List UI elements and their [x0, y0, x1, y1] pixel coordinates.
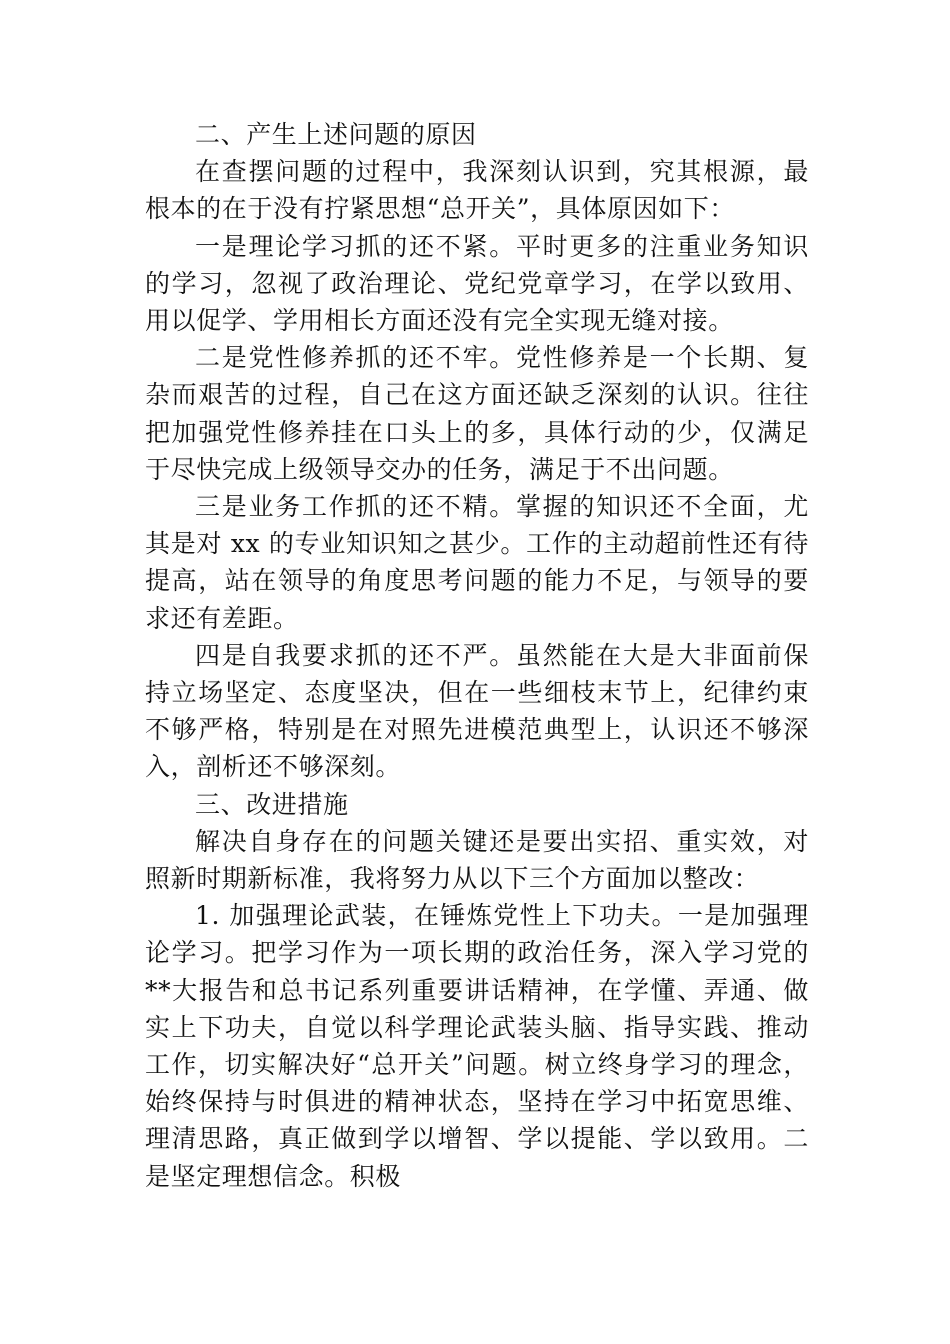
- paragraph-self-requirement: 四是自我要求抓的还不严。虽然能在大是大非面前保持立场坚定、态度坚决，但在一些细枝末节上，纪律约束不够严格，特别是在对照先进模范典型上，认识还不够深入，剖析还不够深刻。: [145, 640, 809, 782]
- paragraph-theory-study: 一是理论学习抓的还不紧。平时更多的注重业务知识的学习，忽视了政治理论、党纪党章学习，在学以致用、用以促学、学用相长方面还没有完全实现无缝对接。: [145, 231, 809, 336]
- paragraph-business-work: 三是业务工作抓的还不精。掌握的知识还不全面，尤其是对 xx 的专业知识知之甚少。工作的主动超前性还有待提高，站在领导的角度思考问题的能力不足，与领导的要求还有差距。: [145, 492, 809, 633]
- section-heading-causes: 二、产生上述问题的原因: [195, 120, 477, 149]
- document-body: [145, 116, 809, 1195]
- paragraph-measures-intro: 解决自身存在的问题关键还是要出实招、重实效，对照新时期新标准，我将努力从以下三个方面加以整改：: [145, 826, 809, 894]
- paragraph-measure-1: 1. 加强理论武装，在锤炼党性上下功夫。一是加强理论学习。把学习作为一项长期的政治任务，深入学习党的**大报告和总书记系列重要讲话精神，在学懂、弄通、做实上下功夫，自觉以科学理论武装头脑、指导实践、推动工作，切实解决好“总开关”问题。树立终身学习的理念，始终保持与时俱进的精神状态，坚持在学习中拓宽思维、理清思路，真正做到学以增智、学以提能、学以致用。二是坚定理想信念。积极: [145, 901, 809, 1191]
- section-heading-measures: 三、改进措施: [195, 789, 349, 819]
- paragraph-intro: 在查摆问题的过程中，我深刻认识到，究其根源，最根本的在于没有拧紧思想“总开关”，具体原因如下：: [145, 157, 809, 224]
- paragraph-party-spirit: 二是党性修养抓的还不牢。党性修养是一个长期、复杂而艰苦的过程，自己在这方面还缺乏深刻的认识。往往把加强党性修养挂在口头上的多，具体行动的少，仅满足于尽快完成上级领导交办的任务，满足于不出问题。: [145, 343, 809, 484]
